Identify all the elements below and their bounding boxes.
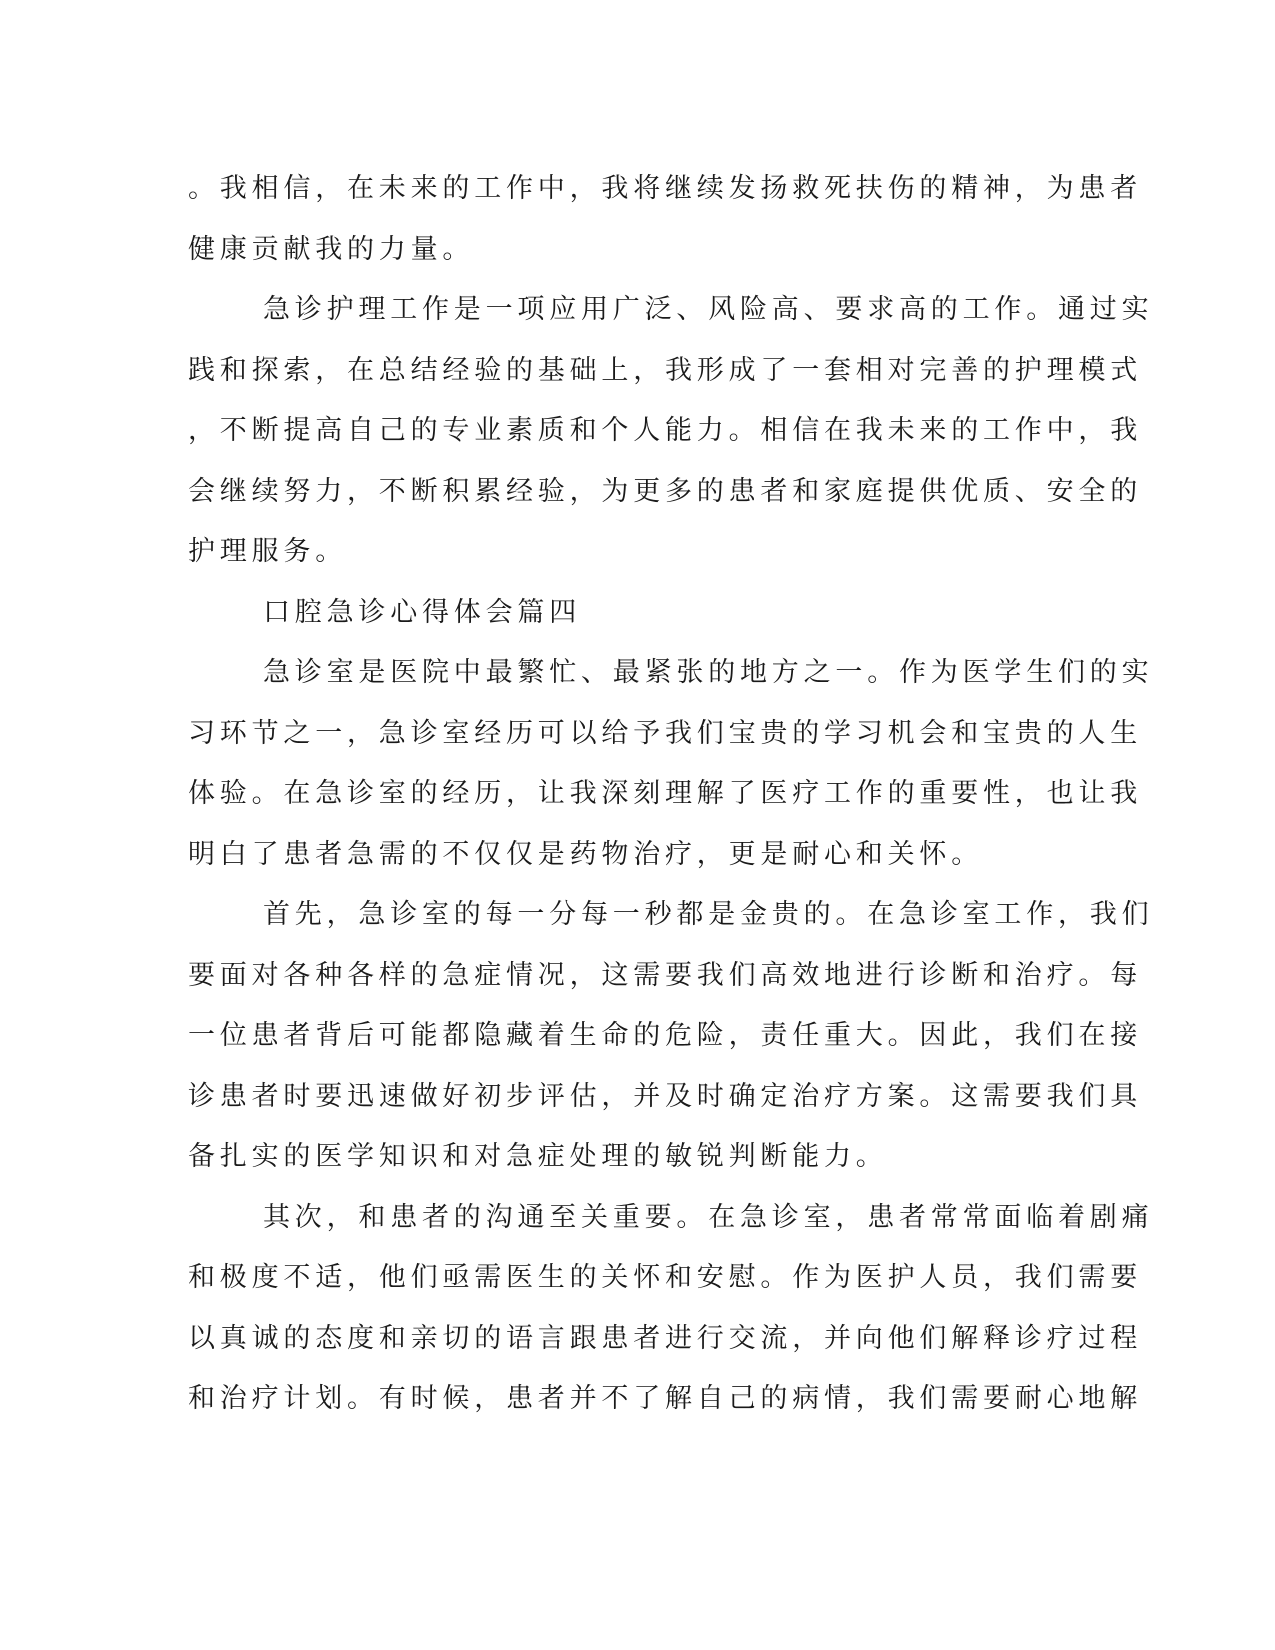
text-line: 明白了患者急需的不仅仅是药物治疗，更是耐心和关怀。	[188, 838, 983, 870]
text-line: 护理服务。	[188, 536, 347, 567]
text-line: 其次，和患者的沟通至关重要。在急诊室，患者常常面临着剧痛	[263, 1201, 1154, 1233]
text-line: 以真诚的态度和亲切的语言跟患者进行交流，并向他们解释诊疗过程	[188, 1322, 1142, 1354]
text-line: 一位患者背后可能都隐藏着生命的危险，责任重大。因此，我们在接	[188, 1020, 1142, 1051]
text-line: 践和探索，在总结经验的基础上，我形成了一套相对完善的护理模式	[188, 354, 1142, 386]
text-line: 健康贡献我的力量。	[188, 233, 475, 265]
text-line: 备扎实的医学知识和对急症处理的敏锐判断能力。	[188, 1141, 888, 1172]
text-line: 习环节之一，急诊室经历可以给予我们宝贵的学习机会和宝贵的人生	[188, 717, 1142, 749]
text-line: 体验。在急诊室的经历，让我深刻理解了医疗工作的重要性，也让我	[188, 778, 1142, 809]
text-line: ，不断提高自己的专业素质和个人能力。相信在我未来的工作中，我	[188, 415, 1142, 446]
text-line: 和极度不适，他们亟需医生的关怀和安慰。作为医护人员，我们需要	[188, 1262, 1142, 1293]
text-line: 和治疗计划。有时候，患者并不了解自己的病情，我们需要耐心地解	[188, 1383, 1142, 1414]
text-line: 会继续努力，不断积累经验，为更多的患者和家庭提供优质、安全的	[188, 475, 1142, 507]
text-line: 急诊室是医院中最繁忙、最紧张的地方之一。作为医学生们的实	[263, 657, 1154, 688]
text-line: 首先，急诊室的每一分每一秒都是金贵的。在急诊室工作，我们	[263, 899, 1154, 930]
text-line: 要面对各种各样的急症情况，这需要我们高效地进行诊断和治疗。每	[188, 959, 1142, 991]
text-line: 急诊护理工作是一项应用广泛、风险高、要求高的工作。通过实	[263, 294, 1154, 325]
section-heading: 口腔急诊心得体会篇四	[263, 596, 581, 628]
text-line: 诊患者时要迅速做好初步评估，并及时确定治疗方案。这需要我们具	[188, 1080, 1142, 1112]
body-text	[188, 159, 1154, 1430]
text-line: 。我相信，在未来的工作中，我将继续发扬救死扶伤的精神，为患者	[188, 173, 1142, 204]
